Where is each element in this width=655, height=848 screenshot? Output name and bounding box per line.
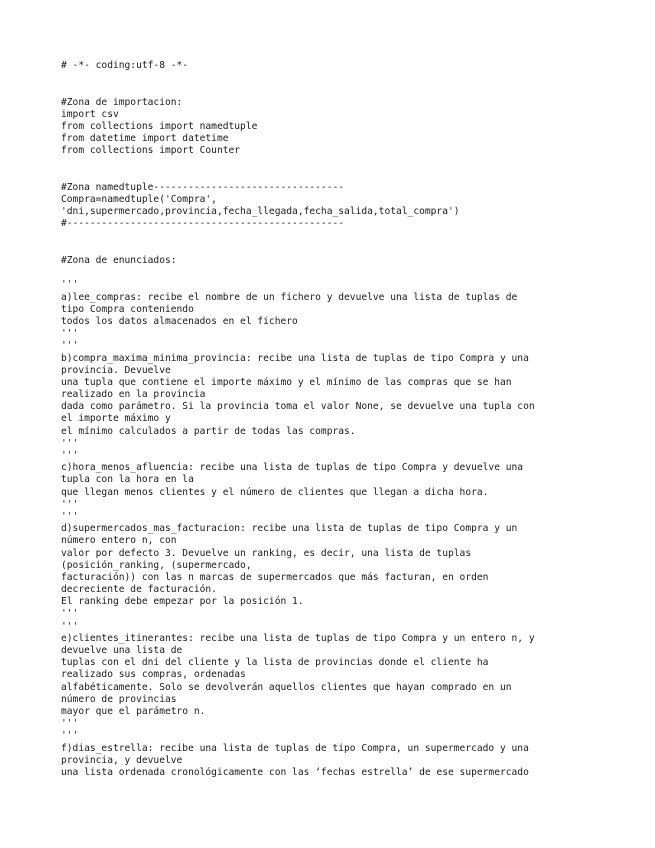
blank-line bbox=[61, 72, 621, 84]
code-line: decreciente de facturación. bbox=[61, 584, 217, 596]
code-line: ''' bbox=[61, 608, 79, 620]
code-line: tupla con la hora en la bbox=[61, 474, 194, 486]
code-line: 'dni,supermercado,provincia,fecha_llegada,fecha_salida,total_compra') bbox=[61, 206, 460, 218]
blank-line bbox=[61, 267, 621, 279]
blank-line bbox=[61, 84, 621, 96]
code-line: #------------------------------------------------ bbox=[61, 218, 345, 230]
code-line: El ranking debe empezar por la posición 1. bbox=[61, 596, 304, 608]
code-line: ''' bbox=[61, 718, 79, 730]
code-line: import csv bbox=[61, 108, 119, 120]
code-line: tuplas con el dni del cliente y la lista de provincias donde el cliente ha bbox=[61, 657, 489, 669]
code-line: d)supermercados_mas_facturacion: recibe una lista de tuplas de tipo Compra y un bbox=[61, 523, 518, 535]
code-line: todos los datos almacenados en el fichero bbox=[61, 315, 298, 327]
code-line: provincia, y devuelve bbox=[61, 754, 183, 766]
code-line: el importe máximo y bbox=[61, 413, 171, 425]
code-line: tipo Compra conteniendo bbox=[61, 303, 194, 315]
code-line: ''' bbox=[61, 279, 79, 291]
code-line: valor por defecto 3. Devuelve un ranking, es decir, una lista de tuplas bbox=[61, 547, 472, 559]
code-line: dada como parámetro. Si la provincia toma el valor None, se devuelve una tupla con bbox=[61, 401, 535, 413]
code-line: ''' bbox=[61, 450, 79, 461]
code-line: número de provincias bbox=[61, 693, 177, 705]
code-line: Compra=namedtuple('Compra', bbox=[61, 194, 217, 206]
code-line: c)hora_menos_afluencia: recibe una lista de tuplas de tipo Compra y devuelve una bbox=[61, 462, 524, 474]
code-line: ''' bbox=[61, 498, 79, 510]
code-line: #Zona de importacion: bbox=[61, 96, 183, 108]
code-line: b)compra_maxima_minima_provincia: recibe una lista de tuplas de tipo Compra y una bbox=[61, 352, 529, 364]
source-code-text bbox=[61, 60, 621, 779]
code-line: facturación)) con las n marcas de supermercados que más facturan, en orden bbox=[61, 571, 489, 583]
code-line: ''' bbox=[61, 328, 79, 340]
code-line: #Zona namedtuple--------------------------------- bbox=[61, 181, 345, 193]
code-line: alfabéticamente. Solo se devolverán aquellos clientes que hayan comprado en un bbox=[61, 681, 512, 693]
code-line: ''' bbox=[61, 510, 79, 522]
code-line: realizado sus compras, ordenadas bbox=[61, 669, 246, 681]
code-line: from collections import namedtuple bbox=[61, 120, 258, 132]
blank-line bbox=[61, 243, 621, 255]
code-line: #Zona de enunciados: bbox=[61, 255, 177, 266]
code-line: f)dias_estrella: recibe una lista de tuplas de tipo Compra, un supermercado y una bbox=[61, 742, 529, 754]
code-line: # -*- coding:utf-8 -*- bbox=[61, 60, 189, 71]
code-line: ''' bbox=[61, 340, 79, 352]
code-line: que llegan menos clientes y el número de clientes que llegan a dicha hora. bbox=[61, 486, 489, 498]
code-line: ''' bbox=[61, 437, 79, 449]
code-line: una lista ordenada cronológicamente con las ‘fechas estrella’ de ese supermercado bbox=[61, 766, 529, 778]
code-line: a)lee_compras: recibe el nombre de un fichero y devuelve una lista de tuplas de bbox=[61, 291, 518, 303]
code-line: realizado en la provincia bbox=[61, 389, 206, 401]
code-line: from datetime import datetime bbox=[61, 133, 229, 145]
code-line: una tupla que contiene el importe máximo y el mínimo de las compras que se han bbox=[61, 376, 512, 388]
code-line: (posición_ranking, (supermercado, bbox=[61, 559, 252, 571]
code-line: e)clientes_itinerantes: recibe una lista de tuplas de tipo Compra y un entero n, y bbox=[61, 632, 535, 644]
code-line: ''' bbox=[61, 730, 79, 742]
code-line: número entero n, con bbox=[61, 535, 177, 547]
code-line: provincia. Devuelve bbox=[61, 364, 171, 376]
code-line: ''' bbox=[61, 620, 79, 632]
code-line: devuelve una lista de bbox=[61, 645, 183, 656]
code-line: el mínimo calculados a partir de todas las compras. bbox=[61, 425, 356, 437]
code-line: from collections import Counter bbox=[61, 145, 241, 157]
blank-line bbox=[61, 170, 621, 182]
blank-line bbox=[61, 231, 621, 243]
blank-line bbox=[61, 158, 621, 170]
code-line: mayor que el parámetro n. bbox=[61, 705, 206, 717]
